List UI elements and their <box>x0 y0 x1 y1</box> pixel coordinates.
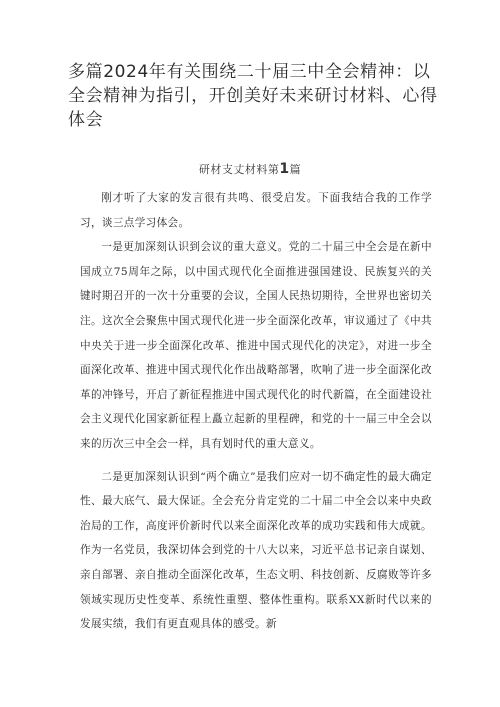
document-title: 多篇2024年有关围绕二十届三中全会精神：以全会精神为指引，开创美好未来研讨材料、心得体会 <box>68 62 438 130</box>
paragraph-intro: 刚才听了大家的发言很有共鸣、很受启发。下面我结合我的工作学习，谈三点学习体会。 <box>80 192 432 229</box>
section-heading-prefix: 研材支丈材料第 <box>198 163 280 176</box>
paragraph-point-two: 二是更加深刻认识到“两个确立”是我们应对一切不确定性的最大确定性、最大底气、最大保证。全会充分肯定党的二十届二中全会以来中央政治局的工作，高度评价新时代以来全面深化改革的成功实践和伟大成就。作为一名党员，我深切体会到党的十八大以来，习近平总书记亲自谋划、亲自部署、亲自推动全面深化改革，生态文明、科技创新、反腐败等许多领域实现历史性变革、系统性重塑、整体性重构。联系XX新时代以来的发展实绩，我们有更直观具体的感受。新 <box>80 470 432 631</box>
paragraph-point-one: 一是更加深刻认识到会议的重大意义。党的二十届三中全会是在新中国成立75周年之际，以中国式现代化全面推进强国建设、民族复兴的关键时期召开的一次十分重要的会议，全国人民热切期待，全世界也密切关注。这次全会聚焦中国式现代化进一步全面深化改革，审议通过了《中共中央关于进一步全面深化改革、推进中国式现代化的决定》，对进一步全面深化改革、推进中国式现代化作出战略部署，吹响了进一步全面深化改革的冲锋号，开启了新征程推进中国式现代化的时代新篇，在全面建设社会主义现代化国家新征程上矗立起新的里程碑，和党的十一届三中全会以来的历次三中全会一样，具有划时代的重大意义。 <box>80 241 432 450</box>
section-heading <box>0 161 500 178</box>
section-heading-suffix: 篇 <box>289 163 302 176</box>
section-heading-number: 1 <box>279 161 290 177</box>
document-body <box>80 186 432 637</box>
